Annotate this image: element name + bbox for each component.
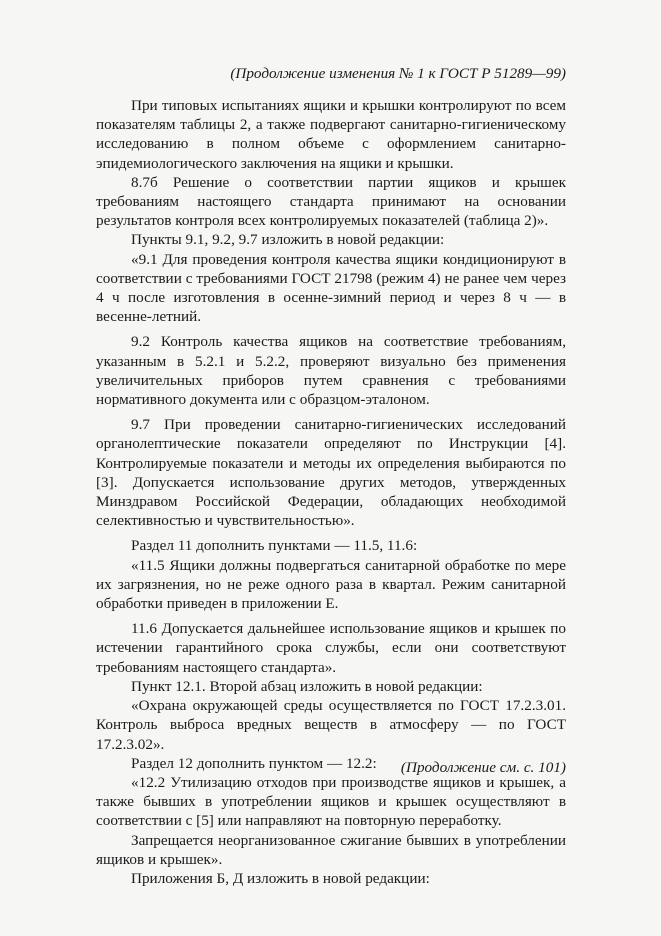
paragraph-point-12-1: Пункт 12.1. Второй абзац изложить в новой редакции: bbox=[131, 677, 483, 695]
paragraph-points-9: Пункты 9.1, 9.2, 9.7 изложить в новой редакции: bbox=[131, 231, 445, 249]
paragraph-9-1: «9.1 Для проведения контроля качества ящики кондиционируют в соответствии с требованиями ГОСТ 21798 (режим 4) не ранее чем через 4 ч после изготовления в осенне-зимний период и через 8 ч — в весенне-летний. bbox=[96, 250, 566, 326]
paragraph-section-12: Раздел 12 дополнить пунктом — 12.2: bbox=[131, 754, 377, 772]
paragraph-typical-tests: При типовых испытаниях ящики и крышки контролируют по всем показателям таблицы 2, а также подвергают санитарно-гигиеническому исследованию в полном объеме с оформлением санитарно-эпидемиологического заключения на ящики и крышки. bbox=[96, 97, 566, 172]
paragraph-11-5: «11.5 Ящики должны подвергаться санитарной обработке по мере их загрязнения, но не реже одного раза в квартал. Режим санитарной обработки приведен в приложении Е. bbox=[96, 556, 566, 613]
paragraph-9-7: 9.7 При проведении санитарно-гигиенических исследований органолептические показатели определяют по Инструкции [4]. Контролируемые показатели и методы их определения выбираются по [3]. Допускается использование других методов, утвержденных Минздравом Российской Федерации, обладающих необходимой селективностью и чувствительностью». bbox=[96, 416, 566, 530]
paragraph-prohibition: Запрещается неорганизованное сжигание бывших в употреблении ящиков и крышек». bbox=[96, 831, 566, 868]
continuation-note: (Продолжение см. с. 101) bbox=[400, 759, 566, 776]
paragraph-8-7b: 8.7б Решение о соответствии партии ящиков и крышек требованиям настоящего стандарта принимают на основании результатов контроля всех контролируемых показателей (таблица 2)». bbox=[96, 173, 566, 230]
paragraph-12-2: «12.2 Утилизацию отходов при производстве ящиков и крышек, а также бывших в употреблении ящиков и крышек осуществляют в соответствии с [5] или направляют на повторную переработку. bbox=[96, 773, 566, 830]
paragraph-9-2: 9.2 Контроль качества ящиков на соответствие требованиям, указанным в 5.2.1 и 5.2.2, проверяют визуально без применения увеличительных приборов путем сравнения с требованиями нормативного документа или с образцом-эталоном. bbox=[96, 333, 566, 409]
paragraph-11-6: 11.6 Допускается дальнейшее использование ящиков и крышек по истечении гарантийного срока службы, если они соответствуют требованиям настоящего стандарта». bbox=[96, 620, 566, 676]
paragraph-section-11: Раздел 11 дополнить пунктами — 11.5, 11.6: bbox=[131, 537, 418, 555]
paragraph-appendices: Приложения Б, Д изложить в новой редакции: bbox=[131, 869, 430, 887]
running-header: (Продолжение изменения № 1 к ГОСТ Р 51289—99) bbox=[230, 65, 566, 82]
paragraph-environment: «Охрана окружающей среды осуществляется по ГОСТ 17.2.3.01. Контроль выброса вредных веществ в атмосферу — по ГОСТ 17.2.3.02». bbox=[96, 697, 566, 753]
